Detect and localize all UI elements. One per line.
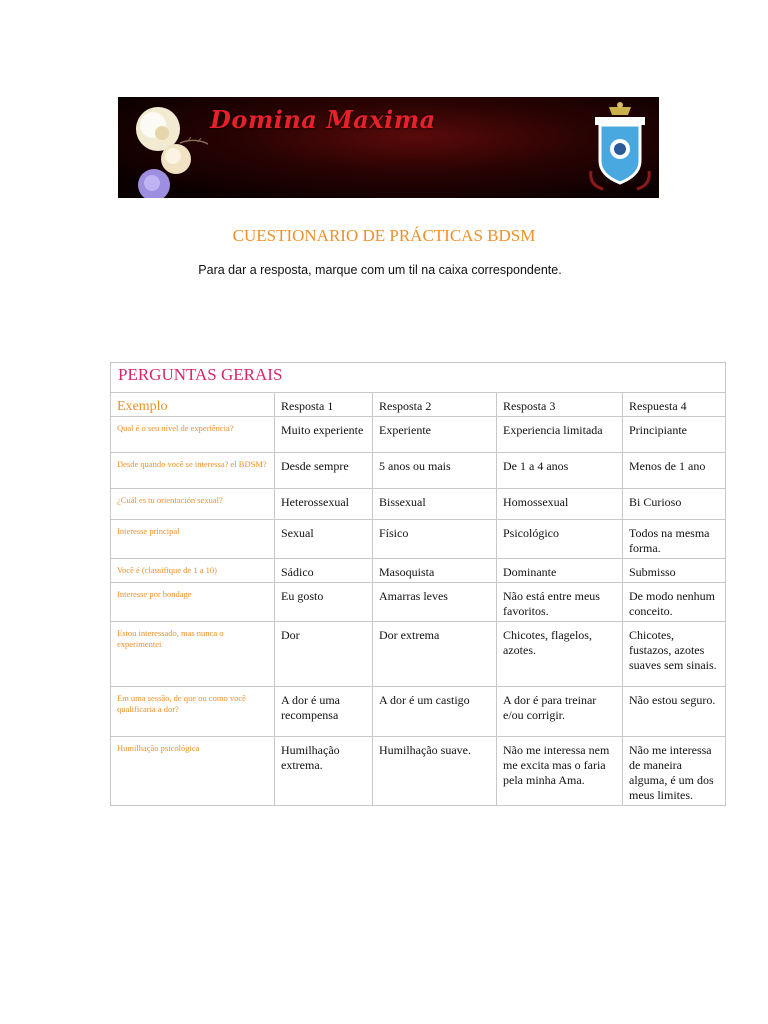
- answer-option[interactable]: Chicotes, fustazos, azotes suaves sem sinais.: [623, 622, 726, 687]
- table-row: [111, 622, 726, 687]
- answer-option[interactable]: Físico: [373, 520, 497, 559]
- answer-option[interactable]: Dominante: [497, 559, 623, 583]
- answer-option[interactable]: Principiante: [623, 417, 726, 453]
- answer-option[interactable]: Não me interessa de maneira alguma, é um dos meus limites.: [623, 737, 726, 806]
- answer-option[interactable]: Sádico: [275, 559, 373, 583]
- answer-option[interactable]: A dor é uma recompensa: [275, 687, 373, 737]
- table-row: [111, 520, 726, 559]
- answer-option[interactable]: Heterossexual: [275, 489, 373, 520]
- table-row: [111, 453, 726, 489]
- question-cell: Qual é o seu nível de experiência?: [111, 417, 275, 453]
- answer-option[interactable]: Sexual: [275, 520, 373, 559]
- header-cell-answer-2: Resposta 2: [373, 393, 497, 417]
- header-cell-answer-3: Resposta 3: [497, 393, 623, 417]
- section-title: PERGUNTAS GERAIS: [111, 363, 726, 393]
- table-row: [111, 687, 726, 737]
- question-cell: Humilhação psicológica: [111, 737, 275, 806]
- question-cell: Estou interessado, mas nunca o experimentei: [111, 622, 275, 687]
- answer-option[interactable]: Experiencia limitada: [497, 417, 623, 453]
- question-cell: Interesse principal: [111, 520, 275, 559]
- answer-option[interactable]: Humilhação suave.: [373, 737, 497, 806]
- header-banner: [118, 97, 659, 198]
- question-cell: Interesse por bondage: [111, 583, 275, 622]
- question-cell: Você é (classifique de 1 a 10): [111, 559, 275, 583]
- answer-option[interactable]: Experiente: [373, 417, 497, 453]
- answer-option[interactable]: Não está entre meus favoritos.: [497, 583, 623, 622]
- answer-option[interactable]: Humilhação extrema.: [275, 737, 373, 806]
- answer-option[interactable]: Submisso: [623, 559, 726, 583]
- answer-option[interactable]: Masoquista: [373, 559, 497, 583]
- answer-option[interactable]: A dor é um castigo: [373, 687, 497, 737]
- answer-option[interactable]: De 1 a 4 anos: [497, 453, 623, 489]
- answer-option[interactable]: Não estou seguro.: [623, 687, 726, 737]
- instruction-text: Para dar a resposta, marque com um til na caixa correspondente.: [198, 263, 562, 277]
- banner-logo-text: Domina Maxima: [210, 105, 436, 134]
- answer-option[interactable]: Bi Curioso: [623, 489, 726, 520]
- answer-option[interactable]: Desde sempre: [275, 453, 373, 489]
- header-cell-answer-4: Respuesta 4: [623, 393, 726, 417]
- answer-option[interactable]: Psicológico: [497, 520, 623, 559]
- answer-option[interactable]: Amarras leves: [373, 583, 497, 622]
- section-row: [111, 363, 726, 393]
- questionnaire-table: [110, 362, 726, 806]
- roses-image: [118, 97, 208, 198]
- question-cell: ¿Cuál es tu orientación sexual?: [111, 489, 275, 520]
- answer-option[interactable]: Bissexual: [373, 489, 497, 520]
- answer-option[interactable]: Eu gosto: [275, 583, 373, 622]
- answer-option[interactable]: A dor é para treinar e/ou corrigir.: [497, 687, 623, 737]
- table-row: [111, 583, 726, 622]
- table-row: [111, 559, 726, 583]
- header-cell-example: Exemplo: [111, 393, 275, 417]
- question-cell: Desde quando você se interessa? el BDSM?: [111, 453, 275, 489]
- table-row: [111, 489, 726, 520]
- answer-option[interactable]: Muito experiente: [275, 417, 373, 453]
- table-row: [111, 737, 726, 806]
- header-row: [111, 393, 726, 417]
- crest-emblem: [587, 101, 653, 193]
- answer-option[interactable]: Dor extrema: [373, 622, 497, 687]
- answer-option[interactable]: De modo nenhum conceito.: [623, 583, 726, 622]
- answer-option[interactable]: Homossexual: [497, 489, 623, 520]
- answer-option[interactable]: Não me interessa nem me excita mas o faria pela minha Ama.: [497, 737, 623, 806]
- document-title: CUESTIONARIO DE PRÁCTICAS BDSM: [232, 226, 536, 245]
- answer-option[interactable]: Chicotes, flagelos, azotes.: [497, 622, 623, 687]
- question-cell: Em uma sessão, de que ou como você qualificaria a dor?: [111, 687, 275, 737]
- header-cell-answer-1: Resposta 1: [275, 393, 373, 417]
- table-row: [111, 417, 726, 453]
- answer-option[interactable]: Dor: [275, 622, 373, 687]
- answer-option[interactable]: 5 anos ou mais: [373, 453, 497, 489]
- answer-option[interactable]: Todos na mesma forma.: [623, 520, 726, 559]
- answer-option[interactable]: Menos de 1 ano: [623, 453, 726, 489]
